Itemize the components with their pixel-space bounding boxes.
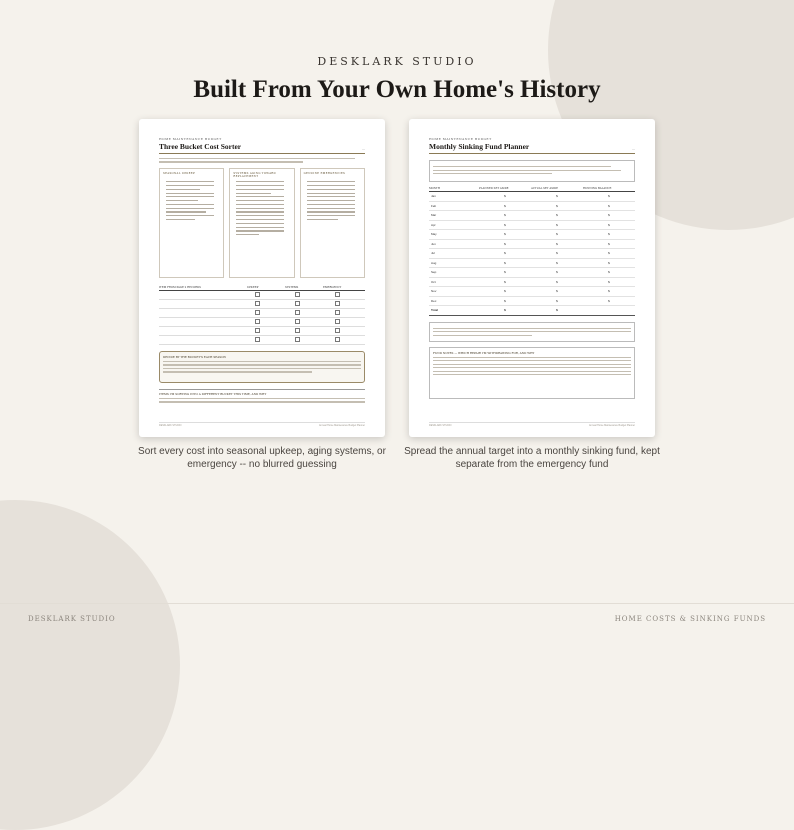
- table-header-cell: SYSTEMS: [285, 285, 299, 289]
- month-label: Dec: [431, 298, 437, 303]
- currency-symbol: $: [504, 213, 506, 218]
- ledger-row: [429, 230, 635, 240]
- currency-symbol: $: [608, 213, 610, 218]
- footer-brand: DESKLARK STUDIO: [28, 615, 116, 623]
- currency-symbol: $: [504, 203, 506, 208]
- month-label: Jan: [431, 194, 436, 199]
- month-label: Apr: [431, 222, 436, 227]
- sorter-table-body: [159, 291, 365, 345]
- decide-by-bucket-callout: [159, 351, 365, 383]
- doc-footer: [159, 422, 365, 427]
- currency-symbol: $: [504, 222, 506, 227]
- table-row: [159, 291, 365, 300]
- currency-symbol: $: [504, 232, 506, 237]
- cost-sorter-document: [159, 137, 365, 427]
- footer-divider: [0, 603, 794, 604]
- sinking-fund-preview-card: [409, 119, 655, 437]
- table-header-cell: UPKEEP: [247, 285, 259, 289]
- currency-symbol: $: [608, 203, 610, 208]
- intro-lines: [159, 158, 365, 163]
- doc-footer-product: Annual Home Maintenance Budget Planner: [319, 424, 365, 427]
- cost-sorter-preview-card: [139, 119, 385, 437]
- caption-sinking-fund: Spread the annual target into a monthly sinking fund, kept separate from the emergency fund: [404, 446, 660, 470]
- total-label: Total: [431, 308, 438, 313]
- currency-symbol: $: [504, 308, 506, 313]
- ledger-row: [429, 278, 635, 288]
- notes-title: ITEMS I'M SORTING INTO A DIFFERENT BUCKET THIS TIME, AND WHY: [159, 391, 267, 396]
- doc-footer: [429, 422, 635, 427]
- bucket-column-heading: GENUINE EMERGENCIES: [303, 171, 346, 175]
- page-headline: Built From Your Own Home's History: [193, 76, 601, 103]
- month-label: Aug: [431, 260, 437, 265]
- doc-footer-product: Annual Home Maintenance Budget Planner: [589, 424, 635, 427]
- month-label: Jun: [431, 241, 436, 246]
- currency-symbol: $: [556, 260, 558, 265]
- bucket-column-heading: SEASONAL UPKEEP: [163, 171, 196, 175]
- currency-symbol: $: [608, 241, 610, 246]
- callout-title: DECIDE BY THE BUCKET'S EACH SEASON: [163, 354, 226, 359]
- month-label: May: [431, 232, 437, 237]
- ledger-row: [429, 249, 635, 259]
- notes-title: FUND NOTES — WHICH REPAIR I'M WITHDRAWING FOR, AND WHY: [433, 350, 535, 355]
- ledger-row: [429, 221, 635, 231]
- currency-symbol: $: [556, 203, 558, 208]
- ledger-row: [429, 240, 635, 250]
- currency-symbol: $: [556, 232, 558, 237]
- currency-symbol: $: [608, 279, 610, 284]
- ledger-total-row: [429, 306, 635, 316]
- currency-symbol: $: [608, 194, 610, 199]
- currency-symbol: $: [608, 260, 610, 265]
- currency-symbol: $: [504, 260, 506, 265]
- month-label: Sep: [431, 270, 437, 275]
- doc-title: Three Bucket Cost Sorter: [159, 142, 242, 151]
- table-header-cell: MONTH: [429, 187, 441, 190]
- currency-symbol: $: [504, 251, 506, 256]
- ledger-row: [429, 287, 635, 297]
- month-label: Mar: [431, 213, 437, 218]
- currency-symbol: $: [504, 241, 506, 246]
- doc-footer-brand: DESKLARK STUDIO: [159, 424, 182, 427]
- table-row: [159, 336, 365, 345]
- ledger-row: [429, 192, 635, 202]
- bucket-columns: [159, 168, 365, 278]
- currency-symbol: $: [504, 194, 506, 199]
- bucket-column-heading: SYSTEMS AGING TOWARD REPLACEMENT: [233, 171, 276, 178]
- sinking-fund-document: [429, 137, 635, 427]
- month-label: Nov: [431, 289, 437, 294]
- currency-symbol: $: [556, 308, 558, 313]
- doc-kicker: HOME MAINTENANCE BUDGET: [429, 137, 492, 141]
- bucket-column: [229, 168, 294, 278]
- fund-notes: [429, 347, 635, 399]
- currency-symbol: $: [608, 232, 610, 237]
- month-label: Jul: [431, 251, 435, 256]
- currency-symbol: $: [504, 270, 506, 275]
- doc-kicker: HOME MAINTENANCE BUDGET: [159, 137, 222, 141]
- decorative-circle-bottom-left: [0, 500, 180, 830]
- doc-footer-brand: DESKLARK STUDIO: [429, 424, 452, 427]
- table-row: [159, 309, 365, 318]
- doc-title: Monthly Sinking Fund Planner: [429, 142, 530, 151]
- currency-symbol: $: [608, 222, 610, 227]
- ledger-row: [429, 211, 635, 221]
- currency-symbol: $: [556, 213, 558, 218]
- currency-symbol: $: [556, 298, 558, 303]
- currency-symbol: $: [556, 289, 558, 294]
- currency-symbol: $: [556, 279, 558, 284]
- currency-symbol: $: [504, 289, 506, 294]
- annual-budget-box: [429, 160, 635, 182]
- currency-symbol: $: [608, 251, 610, 256]
- ledger-row: [429, 268, 635, 278]
- footer-tagline: HOME COSTS & SINKING FUNDS: [614, 615, 766, 623]
- currency-symbol: $: [556, 251, 558, 256]
- table-row: [159, 300, 365, 309]
- month-label: Oct: [431, 279, 436, 284]
- bucket-column: [300, 168, 365, 278]
- currency-symbol: $: [556, 222, 558, 227]
- currency-symbol: $: [608, 298, 610, 303]
- doc-title-row: [429, 142, 635, 154]
- table-header-cell: RUNNING BALANCE: [583, 187, 612, 190]
- table-row: [159, 327, 365, 336]
- page-number-mark: —: [362, 147, 365, 151]
- ledger-body: [429, 192, 635, 306]
- table-row: [159, 318, 365, 327]
- table-header-cell: PLANNED SET ASIDE: [479, 187, 509, 190]
- table-header-cell: EMERGENCY: [323, 285, 342, 289]
- ledger-row: [429, 202, 635, 212]
- ledger-row: [429, 297, 635, 307]
- doc-title-row: [159, 142, 365, 154]
- ledger-row: [429, 259, 635, 269]
- brand-name: DESKLARK STUDIO: [317, 55, 477, 68]
- currency-symbol: $: [608, 270, 610, 275]
- currency-symbol: $: [504, 298, 506, 303]
- currency-symbol: $: [556, 270, 558, 275]
- caption-cost-sorter: Sort every cost into seasonal upkeep, aging systems, or emergency -- no blurred guessing: [138, 446, 386, 470]
- page-number-mark: —: [632, 147, 635, 151]
- sorting-notes: [159, 389, 365, 420]
- fund-guidance-note: [429, 322, 635, 342]
- table-header-cell: ITEM FROM PAGE 2 RECORDS: [159, 285, 201, 289]
- currency-symbol: $: [504, 279, 506, 284]
- currency-symbol: $: [556, 194, 558, 199]
- currency-symbol: $: [608, 289, 610, 294]
- bucket-column: [159, 168, 224, 278]
- currency-symbol: $: [556, 241, 558, 246]
- table-header-cell: ACTUAL SET ASIDE: [531, 187, 558, 190]
- month-label: Feb: [431, 203, 437, 208]
